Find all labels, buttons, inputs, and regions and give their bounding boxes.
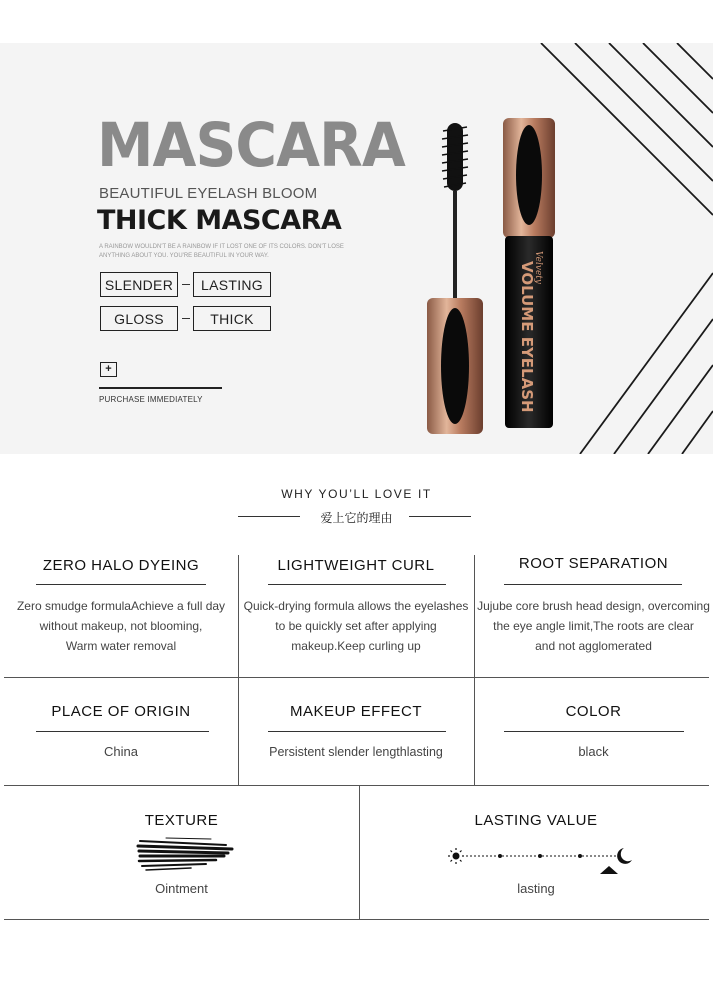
tag-dash bbox=[182, 318, 190, 319]
spec-title: MAKEUP EFFECT bbox=[289, 703, 423, 720]
tag-thick: THICK bbox=[193, 306, 271, 331]
feature-title: LIGHTWEIGHT CURL bbox=[277, 557, 435, 574]
tag-dash bbox=[182, 284, 190, 285]
spec-value: black bbox=[578, 744, 609, 759]
texture-title: TEXTURE bbox=[144, 812, 219, 829]
lasting-value: lasting bbox=[517, 881, 555, 896]
grid-divider bbox=[474, 678, 475, 785]
grid-divider bbox=[359, 786, 360, 919]
section-title: WHY YOU’LL LOVE IT bbox=[281, 487, 432, 501]
spec-rule bbox=[504, 731, 684, 732]
hero-headline: THICK MASCARA bbox=[97, 205, 342, 236]
tag-lasting: LASTING bbox=[193, 272, 271, 297]
feature-title: ROOT SEPARATION bbox=[518, 555, 669, 572]
spec-rule bbox=[36, 731, 209, 732]
feature-rule bbox=[36, 584, 206, 585]
section-subtitle: 爱上它的理由 bbox=[320, 511, 393, 525]
product-label: VOLUME EYELASH bbox=[518, 261, 536, 413]
brush-stroke-icon bbox=[136, 833, 236, 877]
grid-divider bbox=[238, 678, 239, 785]
tag-gloss: GLOSS bbox=[100, 306, 178, 331]
grid-divider bbox=[4, 919, 709, 920]
spec-value: Persistent slender lengthlasting bbox=[269, 745, 443, 759]
product-label-script: Velvety bbox=[533, 251, 543, 284]
feature-text: Jujube core brush head design, overcoming the eye angle limit,The roots are clear and not agglomerated bbox=[477, 599, 710, 653]
feature-text: Zero smudge formulaAchieve a full day without makeup, not blooming, Warm water removal bbox=[16, 599, 226, 653]
spec-title: COLOR bbox=[565, 703, 622, 720]
grid-divider bbox=[4, 785, 709, 786]
hero-fine-print: A RAINBOW WOULDN'T BE A RAINBOW IF IT LOST ONE OF ITS COLORS. DON'T LOSE ANYTHING ABOUT YOU. YOU'RE BEAUTIFUL IN YOUR WAY. bbox=[99, 244, 344, 259]
feature-text: Quick-drying formula allows the eyelashes to be quickly set after applying makeup.Keep curling up bbox=[243, 599, 469, 653]
purchase-button[interactable]: PURCHASE IMMEDIATELY bbox=[99, 395, 203, 404]
lasting-title: LASTING VALUE bbox=[474, 812, 598, 829]
texture-value: Ointment bbox=[155, 881, 208, 896]
sun-to-moon-scale-icon bbox=[448, 846, 638, 878]
tag-slender: SLENDER bbox=[100, 272, 178, 297]
section-rule-right bbox=[409, 516, 471, 517]
grid-divider bbox=[4, 677, 709, 678]
spec-rule bbox=[268, 731, 446, 732]
feature-rule bbox=[504, 584, 682, 585]
hero-title: MASCARA bbox=[97, 110, 405, 181]
hero-subtitle: BEAUTIFUL EYELASH BLOOM bbox=[99, 185, 318, 202]
feature-rule bbox=[268, 584, 446, 585]
feature-title: ZERO HALO DYEING bbox=[42, 557, 200, 574]
hero-banner bbox=[0, 43, 713, 454]
spec-title: PLACE OF ORIGIN bbox=[51, 703, 191, 720]
mascara-product-image bbox=[415, 113, 575, 453]
spec-value: China bbox=[104, 744, 138, 759]
plus-icon[interactable]: + bbox=[100, 362, 117, 377]
purchase-underline bbox=[99, 387, 222, 389]
